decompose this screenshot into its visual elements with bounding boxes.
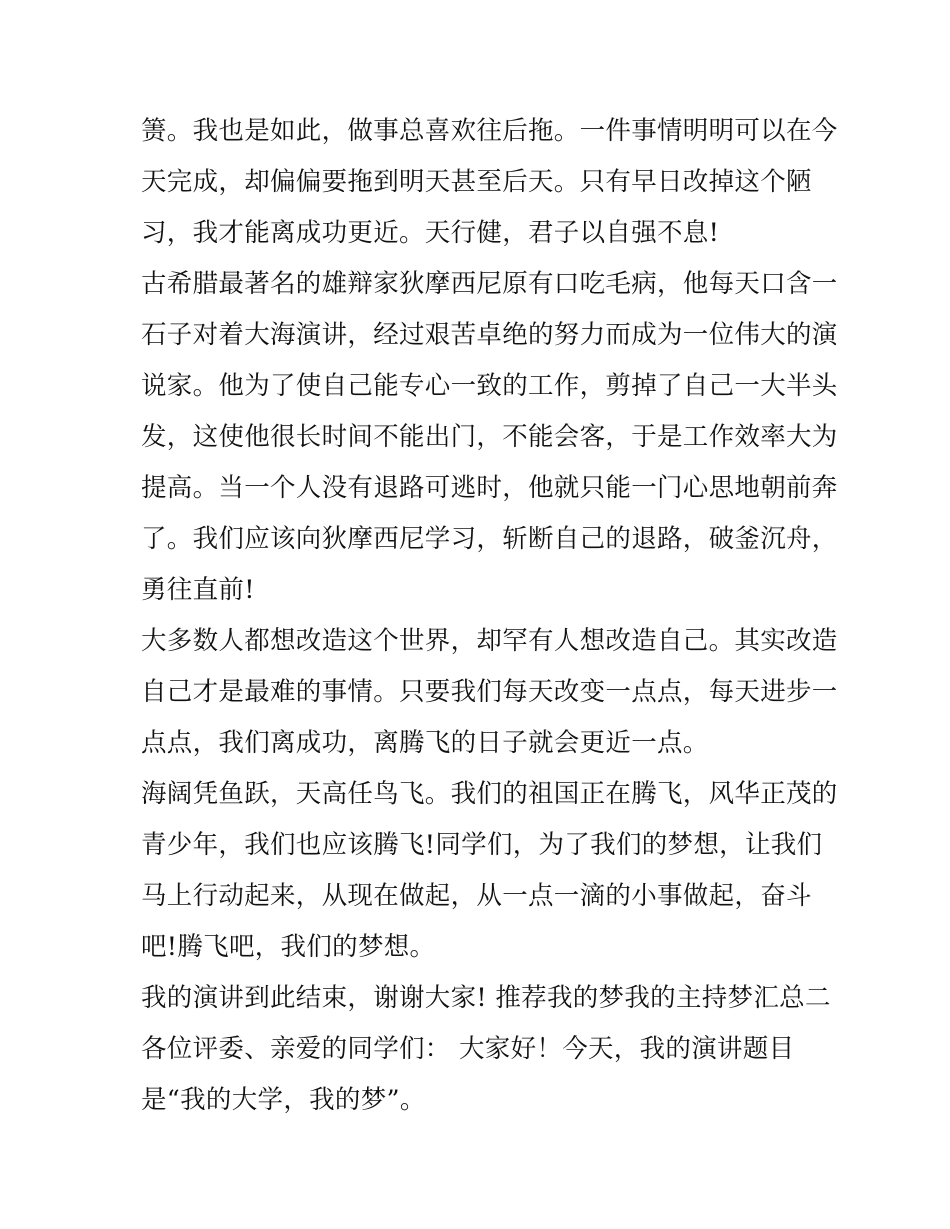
text-line: 石子对着大海演讲，经过艰苦卓绝的努力而成为一位伟大的演 bbox=[141, 320, 838, 350]
text-line: 吧!腾飞吧，我们的梦想。 bbox=[141, 932, 436, 962]
text-line: 箦。我也是如此，做事总喜欢往后拖。一件事情明明可以在今 bbox=[141, 116, 838, 146]
text-line: 勇往直前! bbox=[141, 575, 255, 605]
text-line: 习，我才能离成功更近。天行健，君子以自强不息! bbox=[141, 218, 720, 248]
text-line: 发，这使他很长时间不能出门，不能会客，于是工作效率大为 bbox=[141, 422, 838, 452]
text-line: 天完成，却偏偏要拖到明天甚至后天。只有早日改掉这个陋 bbox=[141, 167, 812, 197]
text-line: 自己才是最难的事情。只要我们每天改变一点点，每天进步一 bbox=[141, 677, 838, 707]
text-line: 提高。当一个人没有退路可逃时，他就只能一门心思地朝前奔 bbox=[141, 473, 838, 503]
text-line: 古希腊最著名的雄辩家狄摩西尼原有口吃毛病，他每天口含一 bbox=[141, 269, 838, 299]
text-line: 青少年，我们也应该腾飞!同学们，为了我们的梦想，让我们 bbox=[141, 830, 823, 860]
text-line: 点点，我们离成功，离腾飞的日子就会更近一点。 bbox=[141, 728, 709, 758]
text-line: 大多数人都想改造这个世界，却罕有人想改造自己。其实改造 bbox=[141, 626, 838, 656]
text-line: 马上行动起来，从现在做起，从一点一滴的小事做起，奋斗 bbox=[141, 881, 812, 911]
body-text bbox=[141, 106, 838, 1126]
text-line: 了。我们应该向狄摩西尼学习，斩断自己的退路，破釜沉舟， bbox=[141, 524, 838, 554]
text-line: 各位评委、亲爱的同学们： 大家好！今天，我的演讲题目 bbox=[141, 1034, 795, 1064]
text-line: 说家。他为了使自己能专心一致的工作，剪掉了自己一大半头 bbox=[141, 371, 838, 401]
text-line: 是“我的大学，我的梦”。 bbox=[141, 1085, 426, 1115]
text-line: 海阔凭鱼跃，天高任鸟飞。我们的祖国正在腾飞，风华正茂的 bbox=[141, 779, 838, 809]
text-line: 我的演讲到此结束，谢谢大家! 推荐我的梦我的主持梦汇总二 bbox=[141, 983, 831, 1013]
